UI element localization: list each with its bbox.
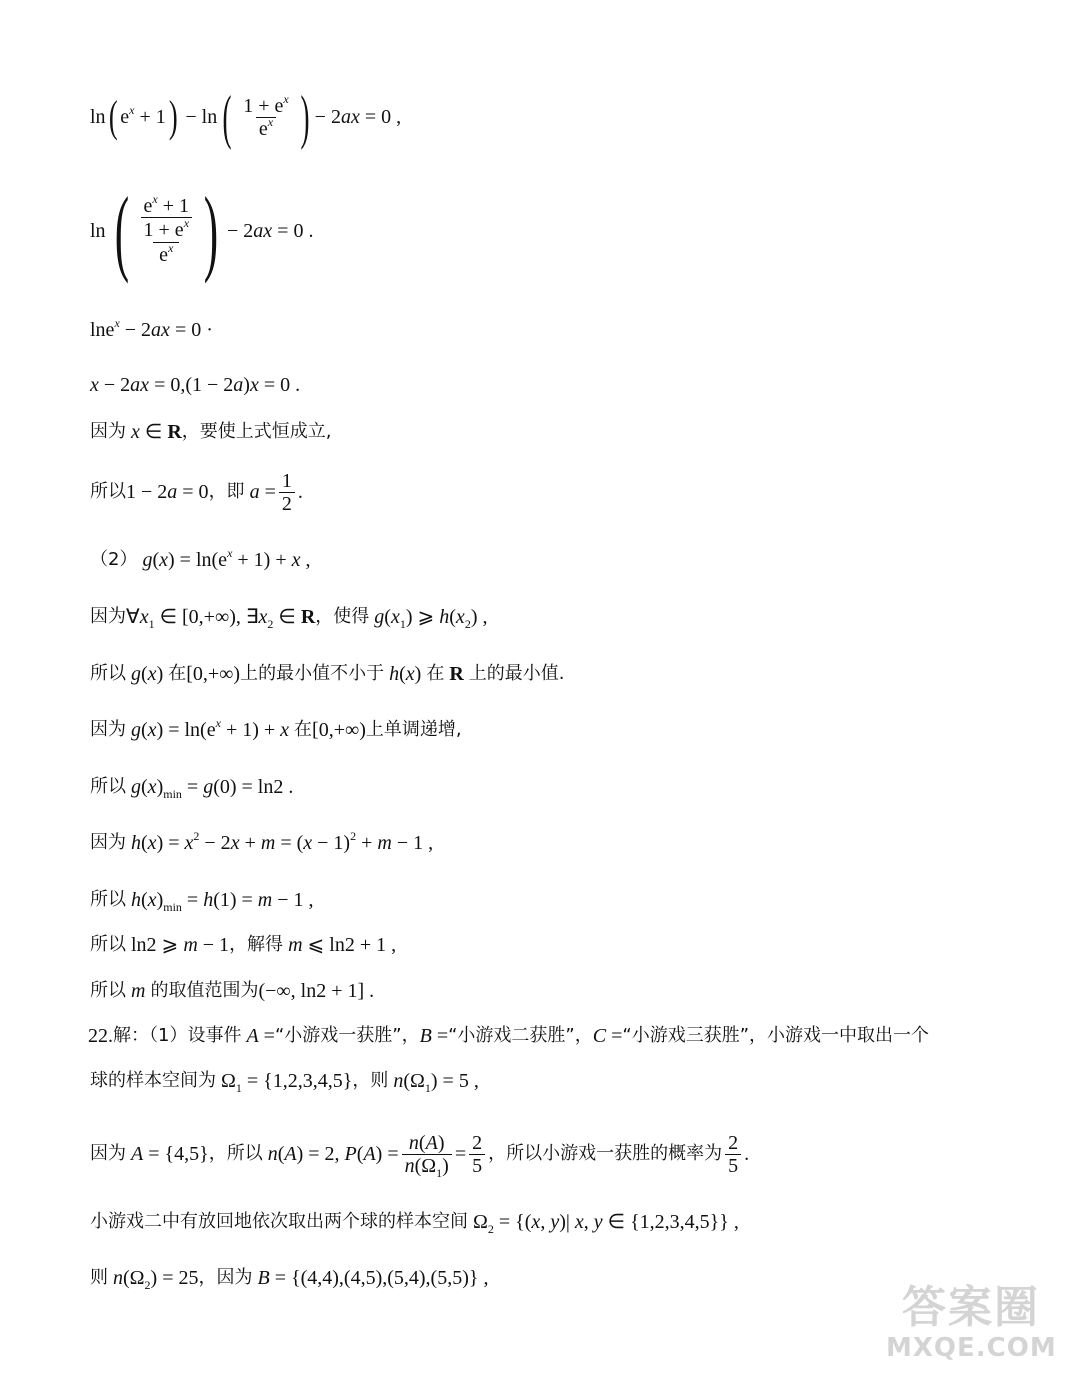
equation-line-2: ln ( $e^x + 1$ $1 + e^x$ $e^x$ ) − 2ax = 0 . bbox=[90, 177, 314, 284]
text-line-19: 小游戏二中有放回地依次取出两个球的样本空间 $\Omega_2 = \{(x$, y)| x, y ∈ {1,2,3,4,5}} , bbox=[90, 1211, 739, 1236]
text-line-20: 则 $n(\Omega_2) = 25$ ，因为 B = {(4,4),(4,5),(5,4),(5,5)} , bbox=[90, 1267, 489, 1292]
equation-line-1: ln ( $e^x + 1$ ) − ln ( $\frac{1 + e^x}{e^x}$ ) − 2ax = 0 , bbox=[90, 84, 402, 150]
text-line-15: 所以 m 的取值范围为 (−∞, ln2 + 1] . bbox=[90, 980, 375, 1002]
text-line-9: 所以 g(x) 在 [0,+∞) 上的最小值不小于 h(x) 在 R 上的最小值. bbox=[90, 663, 565, 685]
text-line-5: 因为 x ∈ R ，要使上式恒成立, bbox=[90, 421, 332, 443]
text-line-12: 因为 $h(x) = x^2 - 2x + m = (x - 1)^2 + m - 1$ , bbox=[90, 829, 434, 854]
text-line-10: 因为 $g(x) = \ln(e^x + 1) + x$ 在 [0,+∞) 上单调递增, bbox=[90, 716, 462, 741]
equation-line-3: lne$^x$ − 2ax = 0 · bbox=[90, 316, 213, 341]
text-line-14: 所以 ln2 ⩾ m − 1 ，解得 m ⩽ ln2 + 1 , bbox=[90, 934, 397, 956]
text-line-13: 所以 $h(x)_{min} = h(1) = m - 1$ , bbox=[90, 889, 314, 914]
text-line-7: （2） $g(x) = \ln(e^x + 1) + x$ , bbox=[90, 546, 311, 571]
text-line-18: 因为 A = {4,5} ，所以 n(A) = 2, P(A) = $\frac{n(A)}{n(\Omega_1)}$ = $\frac{2}{5}$ ，所以小游戏一获胜的概率为 $\frac{2}{5}$ . bbox=[90, 1131, 750, 1180]
text-line-8: 因为 $\forall x_1$ ∈ [0,+∞), $\exists x_2$ ∈ R ，使得 $g(x_1)$ ⩾ $h(x_2)$ , bbox=[90, 606, 488, 631]
watermark bbox=[886, 1283, 1056, 1367]
watermark-logo: 答案圈 bbox=[902, 1282, 1040, 1333]
text-line-11: 所以 $g(x)_{min} = g(0) = \ln 2$ . bbox=[90, 776, 294, 801]
problem-22-intro: 22. 解：（1）设事件 A = “小游戏一获胜”， B = “小游戏二获胜”， C = “小游戏三获胜”，小游戏一中取出一个 bbox=[88, 1025, 930, 1047]
text-line-6: 所以 1 − 2a = 0 ，即 a = $\frac{1}{2}$ . bbox=[90, 469, 303, 515]
equation-line-4: x − 2ax = 0,(1 − 2a)x = 0 . bbox=[90, 374, 301, 396]
text-line-17: 球的样本空间为 $\Omega_1 = \{1,2,3,4,5\}$ ，则 $n(\Omega_1) = 5$ , bbox=[90, 1070, 479, 1095]
watermark-site: MXQE.COM bbox=[886, 1333, 1057, 1363]
